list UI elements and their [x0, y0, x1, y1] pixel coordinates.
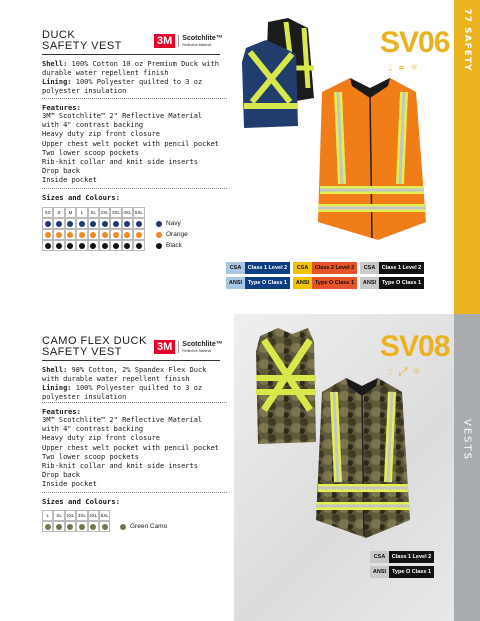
badge-standard: CSA — [370, 551, 389, 563]
availability-dot — [136, 243, 142, 249]
availability-cell — [133, 240, 144, 251]
colour-name: Black — [166, 242, 182, 249]
list-item: Rib-knit collar and knit side inserts — [42, 158, 198, 167]
duck-vest-photo — [238, 18, 438, 250]
badge-standard: ANSI — [360, 277, 379, 289]
certification-badge — [360, 262, 424, 274]
badge-class: Type O Class 1 — [245, 277, 290, 289]
certification-badges — [370, 551, 434, 578]
availability-cell — [122, 218, 133, 229]
flex-icon: ⤢ — [398, 365, 408, 378]
colour-swatch — [156, 232, 162, 238]
navy-vest-image — [242, 40, 298, 128]
badge-standard: ANSI — [293, 277, 312, 289]
list-item: Upper chest welt pocket with pencil pocket — [42, 443, 220, 452]
availability-cell — [65, 229, 76, 240]
list-item: Heavy duty zip front closure — [42, 130, 161, 139]
water-drop-icon: 💧︎ — [388, 61, 393, 74]
availability-cell — [88, 240, 99, 251]
size-header-cell: 3XL — [110, 207, 121, 218]
availability-dot — [90, 524, 96, 530]
list-item: Drop back — [42, 471, 80, 480]
size-header-cell: L — [76, 207, 87, 218]
list-item: Heavy duty zip front closure — [42, 434, 161, 443]
badge-class: Type O Class 1 — [312, 277, 357, 289]
product-title — [42, 30, 122, 52]
availability-cell — [133, 229, 144, 240]
availability-dot — [56, 524, 62, 530]
availability-cell — [133, 218, 144, 229]
size-header-cell: 5XL — [133, 207, 144, 218]
size-header-cell: XL — [88, 207, 99, 218]
sidebar — [454, 0, 480, 621]
availability-dot — [124, 232, 130, 238]
colour-swatch — [156, 243, 162, 249]
size-header-cell: 2XL — [65, 510, 76, 521]
size-header-cell: M — [65, 207, 76, 218]
availability-dot — [136, 221, 142, 227]
size-header-cell: 5XL — [99, 510, 110, 521]
size-header-cell: 2XL — [99, 207, 110, 218]
size-header-cell: 4XL — [122, 207, 133, 218]
availability-cell — [53, 218, 64, 229]
availability-cell — [65, 218, 76, 229]
availability-cell — [65, 240, 76, 251]
availability-cell — [53, 229, 64, 240]
availability-dot — [136, 232, 142, 238]
certification-badge — [226, 262, 290, 274]
availability-cell — [88, 521, 99, 532]
availability-dot — [67, 232, 73, 238]
water-drop-icon: 💧︎ — [388, 365, 393, 378]
orange-vest-image — [318, 78, 426, 240]
availability-dot — [113, 221, 119, 227]
features-list — [42, 112, 219, 186]
badge-standard: CSA — [293, 262, 312, 274]
availability-cell — [122, 240, 133, 251]
badge-standard: ANSI — [370, 566, 389, 578]
badge-class: Type O Class 1 — [379, 277, 424, 289]
availability-cell — [76, 521, 87, 532]
category-label: VESTS — [461, 419, 473, 461]
product-title-line2: SAFETY VEST — [42, 40, 122, 52]
availability-dot — [79, 232, 85, 238]
availability-cell — [53, 240, 64, 251]
availability-cell — [76, 218, 87, 229]
product-title-line2: SAFETY VEST — [42, 346, 122, 358]
size-colour-grid — [42, 207, 145, 251]
badge-standard: ANSI — [226, 277, 245, 289]
list-item: with 4" contrast backing — [42, 121, 144, 130]
scotchlite-logo: 3M Scotchlite™ Reflective Material — [154, 340, 223, 354]
availability-cell — [42, 240, 53, 251]
availability-cell — [122, 229, 133, 240]
product-title-line1: DUCK — [42, 29, 76, 41]
availability-cell — [110, 240, 121, 251]
divider — [42, 188, 227, 189]
certification-badge — [370, 566, 434, 578]
availability-dot — [102, 243, 108, 249]
legend-item — [120, 521, 167, 532]
colour-swatch — [120, 524, 126, 530]
camo-vest-back-image — [256, 328, 316, 444]
title-rule — [42, 360, 220, 361]
features-heading: Features: — [42, 407, 81, 416]
availability-dot — [67, 221, 73, 227]
certification-badge — [360, 277, 424, 289]
availability-dot — [45, 232, 51, 238]
model-number: SV08 — [380, 330, 450, 363]
availability-dot — [79, 243, 85, 249]
lining-spec: Lining: 100% Polyester quilted to 3 oz polyester insulation — [42, 384, 203, 401]
badge-class: Class 1 Level 2 — [379, 262, 424, 274]
camo-vest-front-image — [316, 378, 410, 538]
availability-dot — [56, 243, 62, 249]
insulation-icon: ≈ — [398, 61, 406, 74]
list-item: Inside pocket — [42, 480, 97, 489]
sizes-heading: Sizes and Colours: — [42, 193, 120, 202]
size-header-cell: 4XL — [88, 510, 99, 521]
size-header-cell: L — [42, 510, 53, 521]
3m-logo-icon: 3M — [154, 340, 175, 354]
availability-dot — [113, 243, 119, 249]
availability-dot — [79, 524, 85, 530]
features-heading: Features: — [42, 103, 81, 112]
shell-spec: Shell: 98% Cotton, 2% Spandex Flex Duck with durable water repellent finish — [42, 366, 207, 383]
availability-dot — [45, 221, 51, 227]
availability-dot — [124, 221, 130, 227]
badge-standard: CSA — [360, 262, 379, 274]
availability-cell — [42, 229, 53, 240]
3m-logo-icon: 3M — [154, 34, 175, 48]
list-item: Rib-knit collar and knit side inserts — [42, 462, 198, 471]
product-title — [42, 336, 147, 358]
sizes-heading: Sizes and Colours: — [42, 497, 120, 506]
page-section-label: 77 SAFETY — [462, 8, 472, 72]
list-item: Two lower scoop pockets — [42, 452, 139, 461]
colour-legend — [156, 218, 188, 251]
list-item: 3M™ Scotchlite™ 2" Reflective Material — [42, 112, 203, 120]
availability-dot — [90, 232, 96, 238]
scotchlite-logo: 3M Scotchlite™ Reflective Material — [154, 34, 223, 48]
size-header-cell: S — [53, 207, 64, 218]
certification-badge — [226, 277, 290, 289]
badge-class: Type O Class 1 — [389, 566, 434, 578]
badge-class: Class 2 Level 2 — [312, 262, 357, 274]
availability-cell — [110, 229, 121, 240]
size-colour-grid — [42, 510, 110, 532]
sun-icon: ☼ — [411, 61, 418, 74]
legend-item — [156, 229, 188, 240]
lining-spec: Lining: 100% Polyester quilted to 3 oz polyester insulation — [42, 78, 203, 95]
availability-cell — [99, 218, 110, 229]
camo-vest-photo — [252, 322, 422, 542]
title-rule — [42, 54, 220, 55]
list-item: Inside pocket — [42, 176, 97, 185]
availability-dot — [67, 524, 73, 530]
sidebar-vests-band — [454, 314, 480, 621]
colour-legend — [120, 521, 167, 532]
availability-dot — [90, 221, 96, 227]
availability-cell — [65, 521, 76, 532]
availability-dot — [113, 232, 119, 238]
list-item: Upper chest welt pocket with pencil pocket — [42, 139, 220, 148]
colour-name: Navy — [166, 220, 181, 227]
certification-badge — [370, 551, 434, 563]
certification-badge — [293, 277, 357, 289]
availability-dot — [102, 221, 108, 227]
availability-cell — [99, 229, 110, 240]
availability-dot — [102, 232, 108, 238]
availability-cell — [76, 229, 87, 240]
availability-dot — [45, 524, 51, 530]
model-number: SV06 — [380, 26, 450, 59]
legend-item — [156, 240, 188, 251]
availability-cell — [99, 240, 110, 251]
availability-cell — [99, 521, 110, 532]
size-header-cell: XS — [42, 207, 53, 218]
badge-class: Class 1 Level 2 — [389, 551, 434, 563]
shell-spec: Shell: 100% Cotton 10 oz Premium Duck with durable water repellent finish — [42, 60, 220, 77]
badge-class: Class 1 Level 2 — [245, 262, 290, 274]
list-item: Two lower scoop pockets — [42, 148, 139, 157]
availability-cell — [53, 521, 64, 532]
features-list — [42, 416, 219, 490]
availability-dot — [102, 524, 108, 530]
availability-cell — [88, 218, 99, 229]
colour-name: Green Camo — [130, 523, 168, 530]
product-title-line1: CAMO FLEX DUCK — [42, 335, 147, 347]
divider — [42, 492, 227, 493]
certification-badges — [226, 262, 424, 289]
availability-cell — [110, 218, 121, 229]
availability-dot — [90, 243, 96, 249]
availability-cell — [42, 521, 53, 532]
divider — [42, 98, 227, 99]
badge-standard: CSA — [226, 262, 245, 274]
availability-dot — [79, 221, 85, 227]
legend-item — [156, 218, 188, 229]
colour-swatch — [156, 221, 162, 227]
size-header-cell: XL — [53, 510, 64, 521]
availability-dot — [45, 243, 51, 249]
availability-cell — [42, 218, 53, 229]
sun-icon: ☼ — [413, 365, 420, 378]
list-item: Drop back — [42, 167, 80, 176]
availability-cell — [88, 229, 99, 240]
availability-dot — [124, 243, 130, 249]
availability-cell — [76, 240, 87, 251]
certification-badge — [293, 262, 357, 274]
availability-dot — [56, 232, 62, 238]
list-item: 3M™ Scotchlite™ 2" Reflective Material — [42, 416, 203, 424]
colour-name: Orange — [166, 231, 188, 238]
divider — [42, 402, 227, 403]
availability-dot — [67, 243, 73, 249]
size-header-cell: 3XL — [76, 510, 87, 521]
list-item: with 4" contrast backing — [42, 425, 144, 434]
availability-dot — [56, 221, 62, 227]
